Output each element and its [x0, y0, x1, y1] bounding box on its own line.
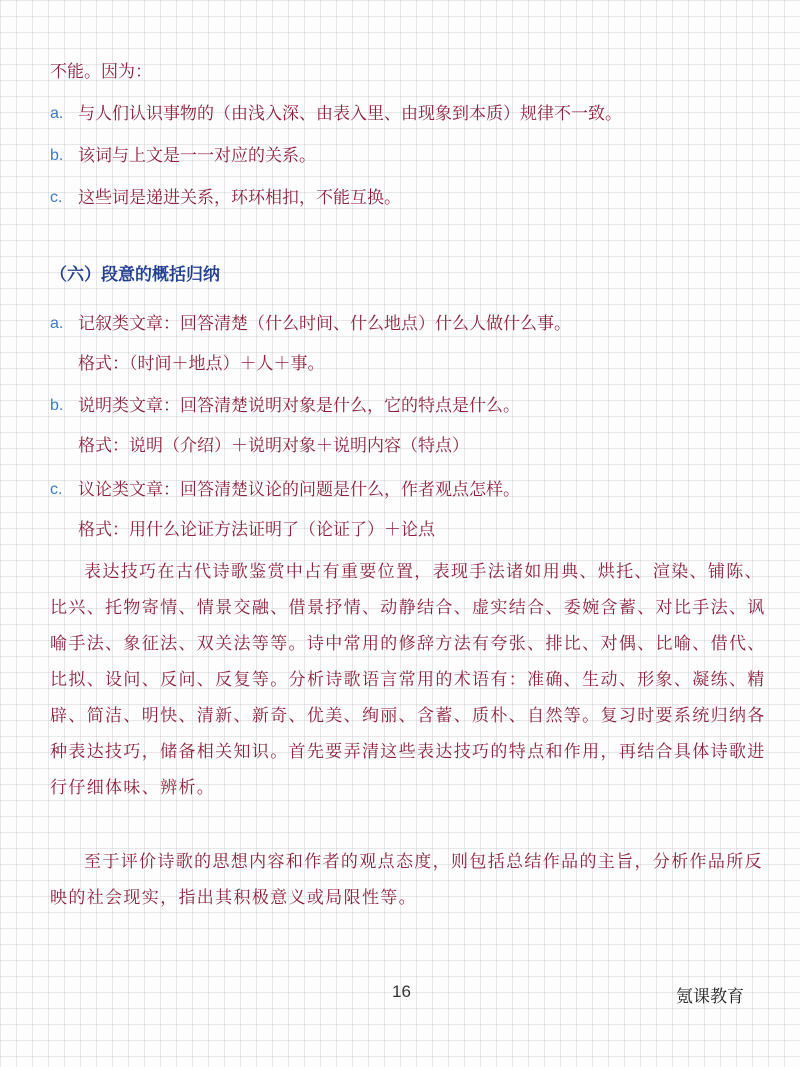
paragraph-text: 至于评价诗歌的思想内容和作者的观点态度，则包括总结作品的主旨，分析作品所反映的社会现实，指出其积极意义或局限性等。: [50, 852, 763, 908]
list-marker: b.: [50, 397, 64, 414]
body-paragraph: [50, 844, 770, 916]
reason-text: 这些词是递进关系，环环相扣，不能互换。: [78, 188, 401, 208]
list-marker: a.: [50, 315, 64, 332]
reason-text: 与人们认识事物的（由浅入深、由表入里、由现象到本质）规律不一致。: [78, 104, 622, 124]
paragraph-text: 表达技巧在古代诗歌鉴赏中占有重要位置，表现手法诸如用典、烘托、渲染、铺陈、比兴、托物寄情、情景交融、借景抒情、动静结合、虚实结合、委婉含蓄、对比手法、讽喻手法、象征法、双关法等等。诗中常用的修辞方法有夸张、排比、对偶、比喻、借代、比拟、设问、反问、反复等。分析诗歌语言常用的术语有：准确、生动、形象、凝练、精辟、简洁、明快、清新、新奇、优美、绚丽、含蓄、质朴、自然等。复习时要系统归纳各种表达技巧，储备相关知识。首先要弄清这些表达技巧的特点和作用，再结合具体诗歌进行仔细体味、辨析。: [50, 562, 766, 798]
list-marker: c.: [50, 189, 63, 206]
intro-line: 不能。因为：: [50, 62, 152, 82]
format-line: 格式：（时间＋地点）＋人＋事。: [78, 354, 325, 374]
body-paragraph: [50, 554, 770, 806]
reason-text: 该词与上文是一一对应的关系。: [78, 146, 316, 166]
format-line: 格式：说明（介绍）＋说明对象＋说明内容（特点）: [78, 436, 469, 456]
format-line: 格式：用什么论证方法证明了（论证了）＋论点: [78, 520, 435, 540]
page-number: 16: [392, 982, 411, 1001]
summary-text: 议论类文章：回答清楚议论的问题是什么，作者观点怎样。: [78, 480, 520, 500]
brand-name: 氪课教育: [676, 987, 744, 1007]
section-heading: （六）段意的概括归纳: [50, 265, 220, 285]
summary-text: 记叙类文章：回答清楚（什么时间、什么地点）什么人做什么事。: [78, 314, 571, 334]
list-marker: b.: [50, 147, 64, 164]
list-marker: c.: [50, 481, 63, 498]
summary-text: 说明类文章：回答清楚说明对象是什么，它的特点是什么。: [78, 396, 520, 416]
list-marker: a.: [50, 105, 64, 122]
